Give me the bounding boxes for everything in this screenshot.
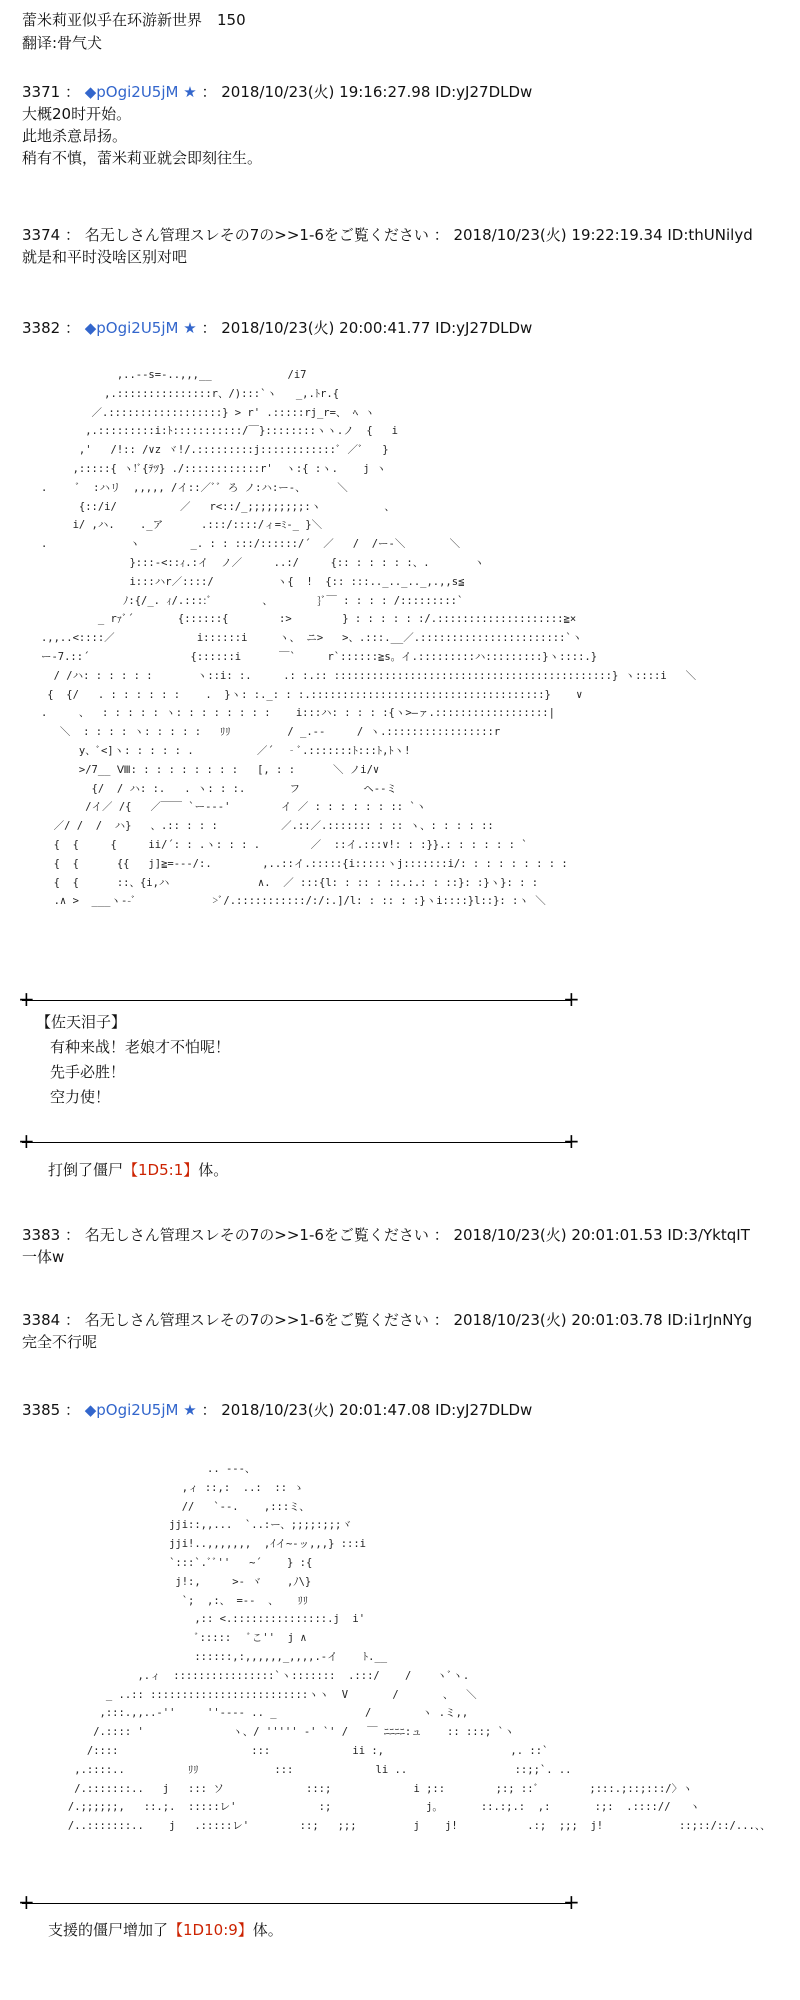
post-header-3385: 3385 ： ◆pOgi2U5jM ★ ： 2018/10/23(火) 20:01:47.08 ID:yJ27DLDw <box>22 1401 533 1419</box>
dice-roll: 【1D5:1】 <box>123 1161 199 1179</box>
dice-roll: 【1D10:9】 <box>168 1921 253 1939</box>
result-text: 打倒了僵尸 <box>48 1161 124 1179</box>
ascii-art-zombie: .. -‐-、 ,ィ ::,: ..: :: ゝ // `‐-. ,:::ミ、 jji::,,... `..:ー、;;;;:;;;ヾ jji!..,,,,,,, ,ｲイ~-ッ,,,} :::i `:::`.ﾞﾞ'' ~´ } :{ j!:, >- ヾ ,ﾉ\} `; ,:、 =-‐ 、 ﾘﾘ ,:: <.:::::::::::::::.j i' ﾞ::::: ﾞこ'' j ∧ ::::::,:,,,,,,_,,,,.-イ ﾄ.__ ,.ィ ::::::::::::::::`ヽ::::::: .:::/ / ヽﾞヽ. _ ..:: :::::::::::::::::::::::::ヽヽ V / 、 ＼ ,:::.,,..-'' ''‐--- .. _ / ヽ .ミ,, /.:::: ' ヽ、/ ''''' ‐' `' / ￣ ﾆﾆﾆﾆ:ュ :: :::; `ヽ /:::: ::: ii :, ,. ::` ,.::::.. ﾘﾘ ::: li .. ::;;`. .. /.:::::::.. j ::: ソ :::; i ;:: ;:; ::ﾞ ;:::.;::;:::/〉ヽ /.;;;;;;, ::.;. :::::レ' :; j。 ::.:;.: ,: :;: .::::// ヽ /..:::::::.. j .:::::レ' ::; ;;; j j! .:; ;;; j! ::;::/::/...、、 <box>67 1463 771 1833</box>
divider <box>22 1142 572 1143</box>
post-body-line: 一体w <box>22 1248 65 1266</box>
post-header-3382: 3382 ： ◆pOgi2U5jM ★ ： 2018/10/23(火) 20:00:41.77 ID:yJ27DLDw <box>22 319 533 337</box>
post-datetime: 2018/10/23(火) 20:01:01.53 ID:3/YktqIT <box>453 1226 750 1244</box>
post-body-line: 稍有不慎，蕾米莉亚就会即刻往生。 <box>22 149 263 167</box>
divider-cap: + <box>18 1890 35 1914</box>
dialog-line: 空力使！ <box>50 1088 111 1106</box>
poster-name: 名无しさん管理スレその7の>>1-6をご覧ください <box>84 226 429 244</box>
post-header-3384: 3384 ： 名无しさん管理スレその7の>>1-6をご覧ください ： 2018/10/23(火) 20:01:03.78 ID:i1rJnNYg <box>22 1311 753 1329</box>
divider <box>22 1000 572 1001</box>
post-body-line: 完全不行呢 <box>22 1333 98 1351</box>
poster-name[interactable]: ◆pOgi2U5jM ★ <box>84 319 197 337</box>
post-number: 3384 <box>22 1311 61 1329</box>
post-body-line: 此地杀意昂扬。 <box>22 127 128 145</box>
result-text: 支援的僵尸增加了 <box>48 1921 169 1939</box>
poster-name: 名无しさん管理スレその7の>>1-6をご覧ください <box>84 1311 429 1329</box>
post-datetime: 2018/10/23(火) 20:01:47.08 ID:yJ27DLDw <box>221 1401 533 1419</box>
character-name: 【佐天泪子】 <box>36 1013 127 1031</box>
result-suffix: 体。 <box>198 1161 229 1179</box>
ascii-art-sauten: ,..-‐s=-..,,,__ /i7 ,.:::::::::::::::r、/):::`ヽ _,.ﾄr.{ ／.::::::::::::::::::} > r' .:::::rj_r=、 ﾍ ヽ ,.:::::::::i:ﾄ:::::::::::/￣}::::::::ヽヽ.ノ { i ,' /!:: /∨z ヾ!/.:::::::::j::::::::::::ﾞ ／ﾞ } ,:::::{ ヽ!ﾞ{ﾃﾂ} ./::::::::::::r' ヽ:{ :ヽ. j ヽ . ﾞ :ハリ ,,,,, /イ::／ﾞﾞ ろ ノ:ハ:ー-、 ＼ {::/i/ ／ r<::/_;;;;;;;;;:ヽ 、 i/ ,ハ. ._ア .:::/::::/ィ=ﾐ‐_ }＼ . ヽ _. : : :::/::::::/´ ／ / /ー‐＼ ＼ }:::‐<::ｨ.:イ ノ／ ..:/ {:: : : : : :、. ヽ i:::ハr／::::/ ヽ{ ! {:: :::.._.._.._,.,,s≦ ﾉ:{/_. ｨ/.::::ﾞ 、 }ﾞ￣ : : : : /:::::::::` _ rｧﾞ´ {::::::{ :> } : : : : : :/.::::::::::::::::::::≧× .,,..<::::／ i::::::i ヽ、 ニ> >、.:::.__／.:::::::::::::::::::::::`ヽ ー‐7.::´ {::::::i ￣` r`::::::≧s。イ.:::::::::ハ:::::::::}ヽ::::.} / /ハ: : : : : : ヽ::i: :. .: :.:: ::::::::::::::::::::::::::::::::::::::::::::} ヽ::::i ＼ { {/ . : : : : : : . }ヽ: :._: : :.:::::::::::::::::::::::::::::::::::::} ∨ . 、 : : : : : ヽ: : : : : : : : i:::ハ: : : : :{ヽ>―ァ.::::::::::::::::::| ＼ : : : : ヽ: : : : : ﾘﾘ / _.-‐ / ヽ.:::::::::::::::::r y、ﾞ<]ヽ: : : : : . ／´ ‐ﾞ.:::::::ﾄ:::ﾄ,ﾄヽ! >/7__ Ⅷ: : : : : : : : : [, : : ＼ ノi/∨ {/ / ハ: :. . ヽ: : :. フ ヘ‐-ミ /イ／ /{ ／￣￣ `ー---' イ ／ : : : : : : :: `ヽ ／/ / / ハ} 、.:: : : : ／.::／.::::::: : :: ヽ、: : : : :: { { { ii/´: : .ヽ: : : . ／ ::イ.:::∨!: : :}}.: : : : : : ` { { {{ j]≧=---/:. ,..::イ.:::::{i:::::ヽj:::::::i/: : : : : : : : : { { ::、{i,ハ ∧. ／ :::{l: : :: : ::.:.: : ::}: :}ヽ}: : : .∧ > ___ヽ--ﾞ >ﾞ/.:::::::::::/:/:.]/l: : :: : :}ヽi::::}l::}: :ヽ ＼ <box>40 369 697 908</box>
result-suffix: 体。 <box>252 1921 283 1939</box>
post-number: 3371 <box>22 83 61 101</box>
poster-name: 名无しさん管理スレその7の>>1-6をご覧ください <box>84 1226 429 1244</box>
poster-name[interactable]: ◆pOgi2U5jM ★ <box>84 83 197 101</box>
poster-name[interactable]: ◆pOgi2U5jM ★ <box>84 1401 197 1419</box>
translator-credit: 翻译:骨气犬 <box>22 34 103 52</box>
post-header-3371: 3371 ： ◆pOgi2U5jM ★ ： 2018/10/23(火) 19:16:27.98 ID:yJ27DLDw <box>22 83 533 101</box>
post-body-line: 大概20时开始。 <box>22 105 132 123</box>
dice-result <box>48 1920 283 1940</box>
divider <box>22 1903 572 1904</box>
post-number: 3385 <box>22 1401 61 1419</box>
dice-result <box>48 1160 228 1180</box>
post-header-3383: 3383 ： 名无しさん管理スレその7の>>1-6をご覧ください ： 2018/10/23(火) 20:01:01.53 ID:3/YktqIT <box>22 1226 750 1244</box>
divider-cap: + <box>563 987 580 1011</box>
post-datetime: 2018/10/23(火) 20:00:41.77 ID:yJ27DLDw <box>221 319 533 337</box>
divider-cap: + <box>563 1129 580 1153</box>
divider-cap: + <box>18 1129 35 1153</box>
page-title: 蕾米莉亚似乎在环游新世界 150 <box>22 11 246 29</box>
post-number: 3383 <box>22 1226 61 1244</box>
post-header-3374: 3374 ： 名无しさん管理スレその7の>>1-6をご覧ください ： 2018/10/23(火) 19:22:19.34 ID:thUNilyd <box>22 226 753 244</box>
post-datetime: 2018/10/23(火) 19:22:19.34 ID:thUNilyd <box>453 226 753 244</box>
post-number: 3374 <box>22 226 61 244</box>
dialog-line: 有种来战！老娘才不怕呢！ <box>50 1038 231 1056</box>
dialog-line: 先手必胜！ <box>50 1063 126 1081</box>
divider-cap: + <box>18 987 35 1011</box>
post-datetime: 2018/10/23(火) 19:16:27.98 ID:yJ27DLDw <box>221 83 533 101</box>
post-body-line: 就是和平时没啥区别对吧 <box>22 248 188 266</box>
divider-cap: + <box>563 1890 580 1914</box>
post-datetime: 2018/10/23(火) 20:01:03.78 ID:i1rJnNYg <box>453 1311 753 1329</box>
post-number: 3382 <box>22 319 61 337</box>
